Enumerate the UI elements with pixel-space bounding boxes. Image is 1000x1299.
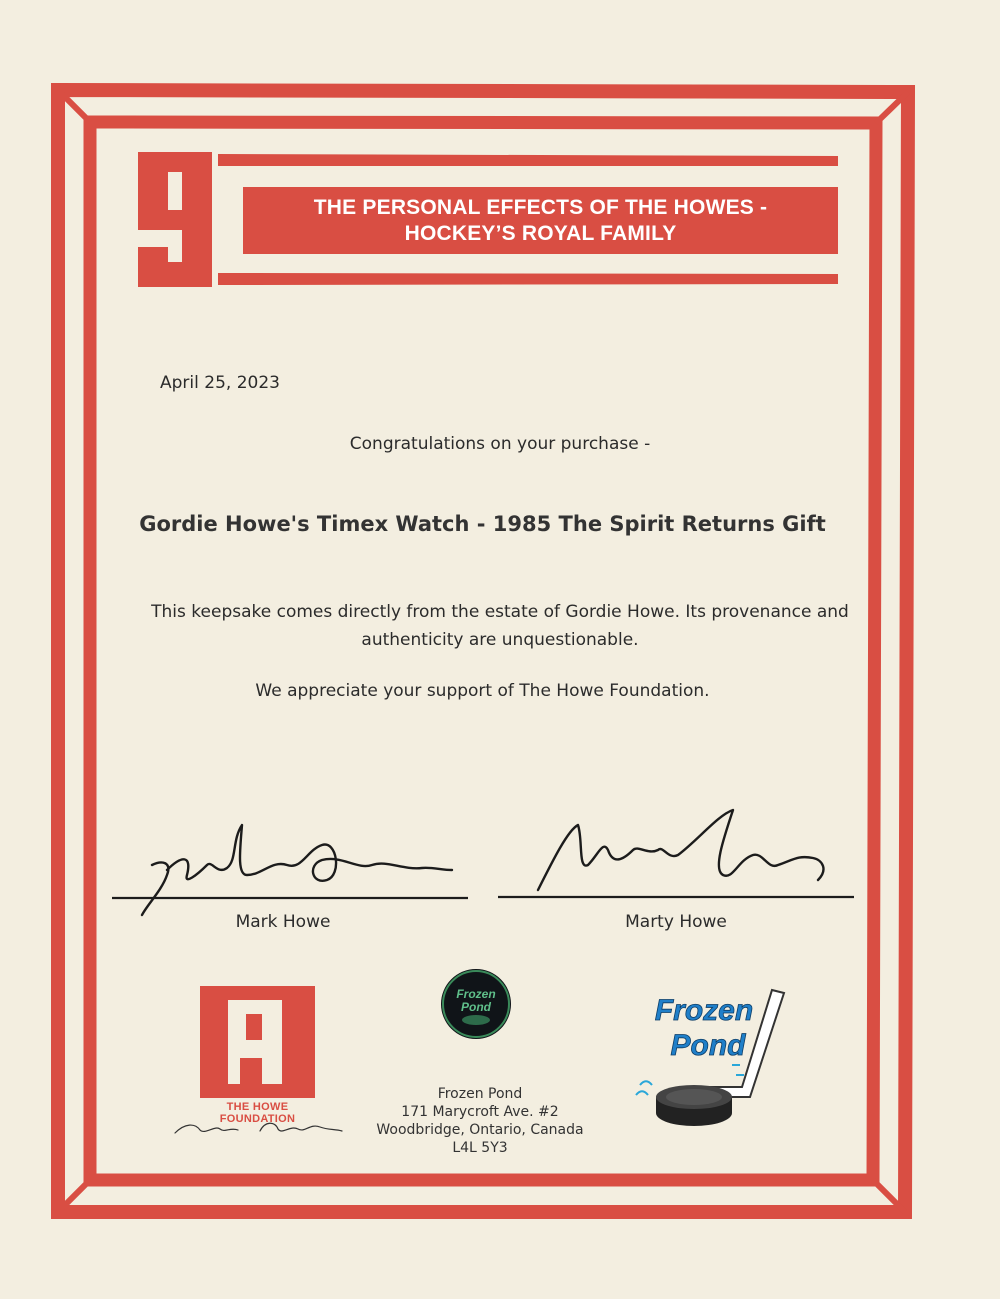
address-block [370, 1085, 590, 1157]
letter-date: April 25, 2023 [160, 373, 280, 393]
svg-text:Pond: Pond [461, 1000, 491, 1014]
signature-name-mark: Mark Howe [235, 912, 331, 932]
header-banner [243, 187, 838, 254]
header-title-line2: HOCKEY’S ROYAL FAMILY [404, 221, 677, 245]
signature-name-marty: Marty Howe [625, 912, 727, 932]
frozen-pond-brand-logo [632, 985, 792, 1130]
signature-mark-howe [112, 820, 472, 920]
signature-marty-howe [498, 800, 858, 910]
item-title: Gordie Howe's Timex Watch - 1985 The Spirit Returns Gift [139, 512, 826, 536]
address-line: L4L 5Y3 [452, 1140, 508, 1156]
brand-line2: Pond [670, 1029, 746, 1062]
howe-foundation-label: THE HOWE FOUNDATION [219, 1101, 296, 1125]
header-title-line1: THE PERSONAL EFFECTS OF THE HOWES - [313, 195, 768, 219]
address-line: Frozen Pond [437, 1086, 523, 1102]
howe-foundation-logo [200, 986, 315, 1098]
body-text: This keepsake comes directly from the estate of Gordie Howe. Its provenance and authenticity are unquestionable. [151, 602, 849, 650]
foundation-signatures [170, 1115, 345, 1139]
address-line: 171 Marycroft Ave. #2 [401, 1104, 559, 1120]
address-line: Woodbridge, Ontario, Canada [376, 1122, 584, 1138]
brand-line1: Frozen [654, 994, 754, 1027]
svg-text:Frozen: Frozen [456, 987, 496, 1001]
greeting: Congratulations on your purchase - [349, 434, 651, 454]
frozen-pond-seal [440, 968, 512, 1040]
number-nine-logo [130, 152, 220, 287]
thanks-text: We appreciate your support of The Howe Foundation. [255, 681, 710, 701]
